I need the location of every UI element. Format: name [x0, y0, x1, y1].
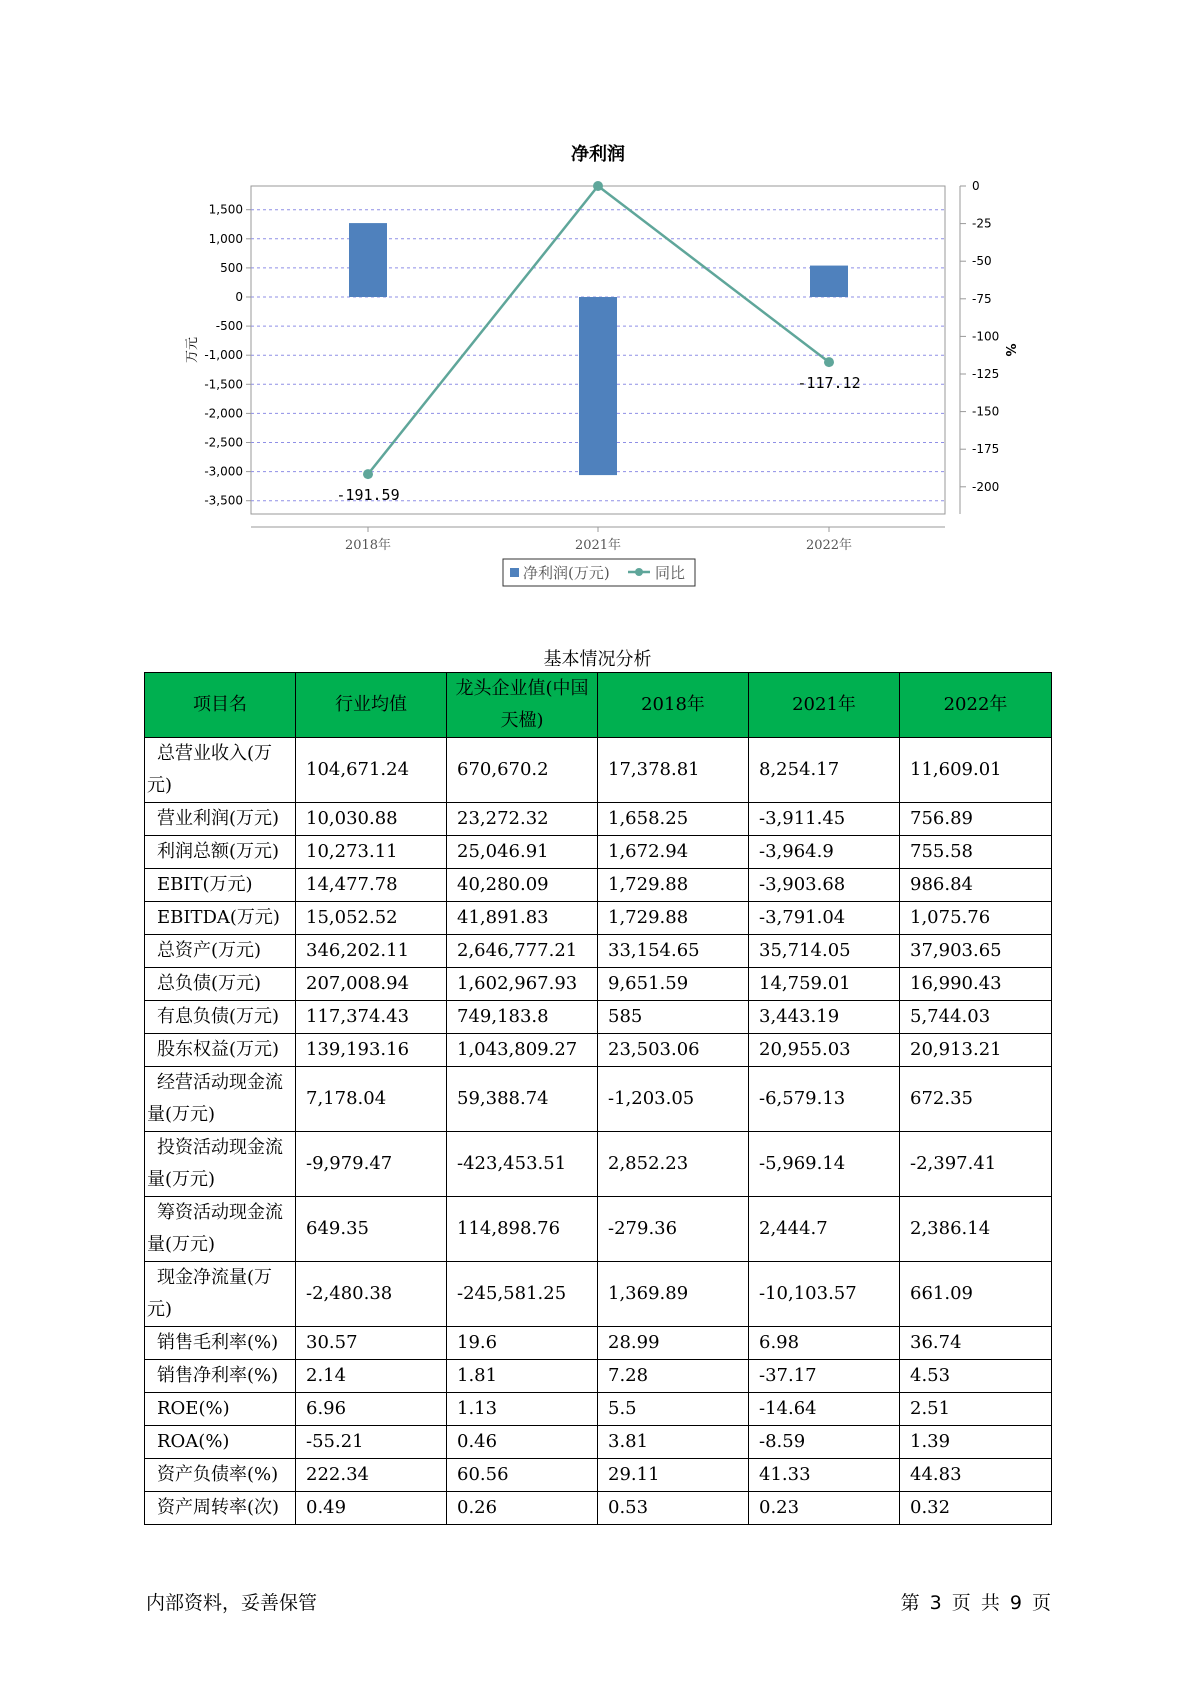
x-tick-label: 2018年	[344, 538, 392, 553]
header-2021: 2021年	[749, 673, 900, 738]
table-row	[145, 803, 1052, 836]
value-cell: 5,744.03	[900, 1001, 1052, 1034]
row-label-cell: EBITDA(万元)	[145, 902, 296, 935]
value-cell: 2.14	[296, 1360, 447, 1393]
legend-line-label: 同比	[655, 564, 686, 582]
value-cell: 0.49	[296, 1492, 447, 1525]
value-cell: 5.5	[598, 1393, 749, 1426]
value-cell: 670,670.2	[447, 738, 598, 803]
table-row	[145, 1327, 1052, 1360]
row-label-cell: 资产负债率(%)	[145, 1459, 296, 1492]
value-cell: 1.81	[447, 1360, 598, 1393]
row-label-cell: 利润总额(万元)	[145, 836, 296, 869]
x-axis-ticks	[345, 527, 852, 553]
y2-tick-label: -100	[972, 329, 1000, 344]
left-axis-label: 万元	[185, 336, 200, 364]
row-label-cell: 有息负债(万元)	[145, 1001, 296, 1034]
bar-2018年	[349, 223, 387, 297]
yoy-point	[363, 469, 373, 479]
row-label-cell: 总营业收入(万元)	[145, 738, 296, 803]
value-cell: 20,955.03	[749, 1034, 900, 1067]
row-label-cell: 销售毛利率(%)	[145, 1327, 296, 1360]
table-row	[145, 869, 1052, 902]
header-industry-avg: 行业均值	[296, 673, 447, 738]
value-cell: 10,273.11	[296, 836, 447, 869]
value-cell: 2,852.23	[598, 1132, 749, 1197]
value-cell: -279.36	[598, 1197, 749, 1262]
table-row	[145, 1492, 1052, 1525]
value-cell: 661.09	[900, 1262, 1052, 1327]
table-row	[145, 1034, 1052, 1067]
value-cell: 0.32	[900, 1492, 1052, 1525]
value-cell: 672.35	[900, 1067, 1052, 1132]
value-cell: 40,280.09	[447, 869, 598, 902]
value-cell: 346,202.11	[296, 935, 447, 968]
value-cell: -3,964.9	[749, 836, 900, 869]
bar-2022年	[810, 266, 848, 297]
value-cell: 139,193.16	[296, 1034, 447, 1067]
y-tick-label: 1,000	[208, 231, 243, 246]
row-label-cell: 投资活动现金流量(万元)	[145, 1132, 296, 1197]
y2-tick-label: -200	[972, 479, 1000, 494]
value-cell: -3,911.45	[749, 803, 900, 836]
chart-title: 净利润	[571, 144, 625, 165]
value-cell: 104,671.24	[296, 738, 447, 803]
value-cell: 4.53	[900, 1360, 1052, 1393]
x-tick-label: 2021年	[574, 538, 622, 553]
table-row	[145, 1197, 1052, 1262]
value-cell: 59,388.74	[447, 1067, 598, 1132]
value-cell: 2.51	[900, 1393, 1052, 1426]
value-cell: 7,178.04	[296, 1067, 447, 1132]
y-tick-label: -2,500	[204, 435, 243, 450]
table-caption: 基本情况分析	[543, 649, 652, 670]
value-cell: 6.98	[749, 1327, 900, 1360]
value-cell: 9,651.59	[598, 968, 749, 1001]
value-cell: 114,898.76	[447, 1197, 598, 1262]
row-label-cell: 总资产(万元)	[145, 935, 296, 968]
table-row	[145, 1067, 1052, 1132]
header-leader-value: 龙头企业值(中国天楹)	[447, 673, 598, 738]
value-cell: 1.13	[447, 1393, 598, 1426]
value-cell: -8.59	[749, 1426, 900, 1459]
y-tick-label: -1,500	[204, 377, 243, 392]
value-cell: 7.28	[598, 1360, 749, 1393]
y2-tick-label: -75	[972, 291, 992, 306]
legend	[503, 559, 695, 586]
value-cell: 37,903.65	[900, 935, 1052, 968]
value-cell: 8,254.17	[749, 738, 900, 803]
value-cell: 20,913.21	[900, 1034, 1052, 1067]
y-tick-label: -3,000	[204, 464, 243, 479]
value-cell: -5,969.14	[749, 1132, 900, 1197]
y2-tick-label: 0	[972, 179, 980, 193]
value-cell: 0.53	[598, 1492, 749, 1525]
value-cell: 986.84	[900, 869, 1052, 902]
table-row	[145, 1459, 1052, 1492]
value-cell: 35,714.05	[749, 935, 900, 968]
row-label-cell: 股东权益(万元)	[145, 1034, 296, 1067]
value-cell: 30.57	[296, 1327, 447, 1360]
value-cell: 33,154.65	[598, 935, 749, 968]
value-cell: 2,646,777.21	[447, 935, 598, 968]
value-cell: 10,030.88	[296, 803, 447, 836]
y-tick-label: -1,000	[204, 348, 243, 363]
value-cell: 1,602,967.93	[447, 968, 598, 1001]
footer-page-number: 第 3 页 共 9 页	[900, 1592, 1051, 1614]
left-axis-ticks	[204, 203, 251, 508]
value-cell: 2,386.14	[900, 1197, 1052, 1262]
value-cell: 649.35	[296, 1197, 447, 1262]
row-label-cell: EBIT(万元)	[145, 869, 296, 902]
value-cell: 23,272.32	[447, 803, 598, 836]
row-label-cell: ROA(%)	[145, 1426, 296, 1459]
table-header-row	[145, 673, 1052, 738]
value-cell: 222.34	[296, 1459, 447, 1492]
value-cell: -10,103.57	[749, 1262, 900, 1327]
x-tick-label: 2022年	[805, 538, 853, 553]
value-cell: 1,075.76	[900, 902, 1052, 935]
value-cell: -3,903.68	[749, 869, 900, 902]
value-cell: 0.46	[447, 1426, 598, 1459]
yoy-point	[593, 181, 603, 191]
value-cell: 14,477.78	[296, 869, 447, 902]
y-tick-label: 500	[220, 260, 243, 275]
table-row	[145, 1001, 1052, 1034]
y-tick-label: 0	[235, 290, 243, 304]
value-cell: 25,046.91	[447, 836, 598, 869]
y2-tick-label: -50	[972, 254, 992, 269]
net-profit-chart	[0, 0, 1191, 600]
value-cell: 17,378.81	[598, 738, 749, 803]
table-row	[145, 836, 1052, 869]
value-cell: 1,729.88	[598, 869, 749, 902]
legend-line-marker	[635, 568, 643, 576]
value-cell: -2,397.41	[900, 1132, 1052, 1197]
value-cell: -245,581.25	[447, 1262, 598, 1327]
value-cell: 14,759.01	[749, 968, 900, 1001]
value-cell: 1,043,809.27	[447, 1034, 598, 1067]
value-cell: 2,444.7	[749, 1197, 900, 1262]
header-2018: 2018年	[598, 673, 749, 738]
value-cell: 1,729.88	[598, 902, 749, 935]
y-tick-label: 1,500	[208, 202, 243, 217]
row-label-cell: 筹资活动现金流量(万元)	[145, 1197, 296, 1262]
value-cell: 1,658.25	[598, 803, 749, 836]
basic-analysis-table	[144, 672, 1052, 1525]
header-item-name: 项目名	[145, 673, 296, 738]
y2-tick-label: -150	[972, 404, 1000, 419]
right-axis-ticks	[960, 179, 999, 494]
table-row	[145, 1262, 1052, 1327]
value-cell: 585	[598, 1001, 749, 1034]
yoy-data-label: -191.59	[336, 486, 400, 505]
table-row	[145, 1426, 1052, 1459]
value-cell: 6.96	[296, 1393, 447, 1426]
value-cell: 1,369.89	[598, 1262, 749, 1327]
value-cell: 44.83	[900, 1459, 1052, 1492]
value-cell: -423,453.51	[447, 1132, 598, 1197]
table-row	[145, 1132, 1052, 1197]
value-cell: -3,791.04	[749, 902, 900, 935]
value-cell: 60.56	[447, 1459, 598, 1492]
value-cell: 36.74	[900, 1327, 1052, 1360]
yoy-point	[824, 357, 834, 367]
y-tick-label: -500	[215, 319, 243, 334]
value-cell: 1.39	[900, 1426, 1052, 1459]
table-row	[145, 1393, 1052, 1426]
value-cell: 23,503.06	[598, 1034, 749, 1067]
legend-bar-swatch	[510, 568, 519, 577]
table-row	[145, 935, 1052, 968]
row-label-cell: 总负债(万元)	[145, 968, 296, 1001]
value-cell: -55.21	[296, 1426, 447, 1459]
value-cell: 15,052.52	[296, 902, 447, 935]
header-2022: 2022年	[900, 673, 1052, 738]
value-cell: -1,203.05	[598, 1067, 749, 1132]
value-cell: -9,979.47	[296, 1132, 447, 1197]
value-cell: 41.33	[749, 1459, 900, 1492]
value-cell: 207,008.94	[296, 968, 447, 1001]
bar-2021年	[579, 297, 617, 475]
value-cell: -14.64	[749, 1393, 900, 1426]
table-row	[145, 968, 1052, 1001]
value-cell: 0.23	[749, 1492, 900, 1525]
row-label-cell: 经营活动现金流量(万元)	[145, 1067, 296, 1132]
y2-tick-label: -175	[972, 442, 1000, 457]
value-cell: 755.58	[900, 836, 1052, 869]
right-axis-label: %	[1002, 343, 1017, 357]
row-label-cell: 现金净流量(万元)	[145, 1262, 296, 1327]
value-cell: 3,443.19	[749, 1001, 900, 1034]
value-cell: 19.6	[447, 1327, 598, 1360]
value-cell: 3.81	[598, 1426, 749, 1459]
footer-confidential-note: 内部资料，妥善保管	[146, 1592, 318, 1614]
row-label-cell: ROE(%)	[145, 1393, 296, 1426]
legend-bar-label: 净利润(万元)	[523, 564, 610, 582]
value-cell: -2,480.38	[296, 1262, 447, 1327]
table-row	[145, 1360, 1052, 1393]
y-tick-label: -3,500	[204, 493, 243, 508]
value-cell: 11,609.01	[900, 738, 1052, 803]
value-cell: 749,183.8	[447, 1001, 598, 1034]
table-row	[145, 902, 1052, 935]
bar-series	[349, 223, 848, 475]
value-cell: 117,374.43	[296, 1001, 447, 1034]
table-row	[145, 738, 1052, 803]
value-cell: 16,990.43	[900, 968, 1052, 1001]
value-cell: 1,672.94	[598, 836, 749, 869]
y2-tick-label: -125	[972, 367, 1000, 381]
value-cell: 0.26	[447, 1492, 598, 1525]
row-label-cell: 资产周转率(次)	[145, 1492, 296, 1525]
value-cell: -37.17	[749, 1360, 900, 1393]
yoy-data-label: -117.12	[797, 374, 861, 393]
value-cell: 756.89	[900, 803, 1052, 836]
value-cell: 29.11	[598, 1459, 749, 1492]
value-cell: 41,891.83	[447, 902, 598, 935]
y2-tick-label: -25	[972, 216, 992, 231]
y-tick-label: -2,000	[204, 406, 243, 421]
value-cell: 28.99	[598, 1327, 749, 1360]
row-label-cell: 销售净利率(%)	[145, 1360, 296, 1393]
value-cell: -6,579.13	[749, 1067, 900, 1132]
row-label-cell: 营业利润(万元)	[145, 803, 296, 836]
